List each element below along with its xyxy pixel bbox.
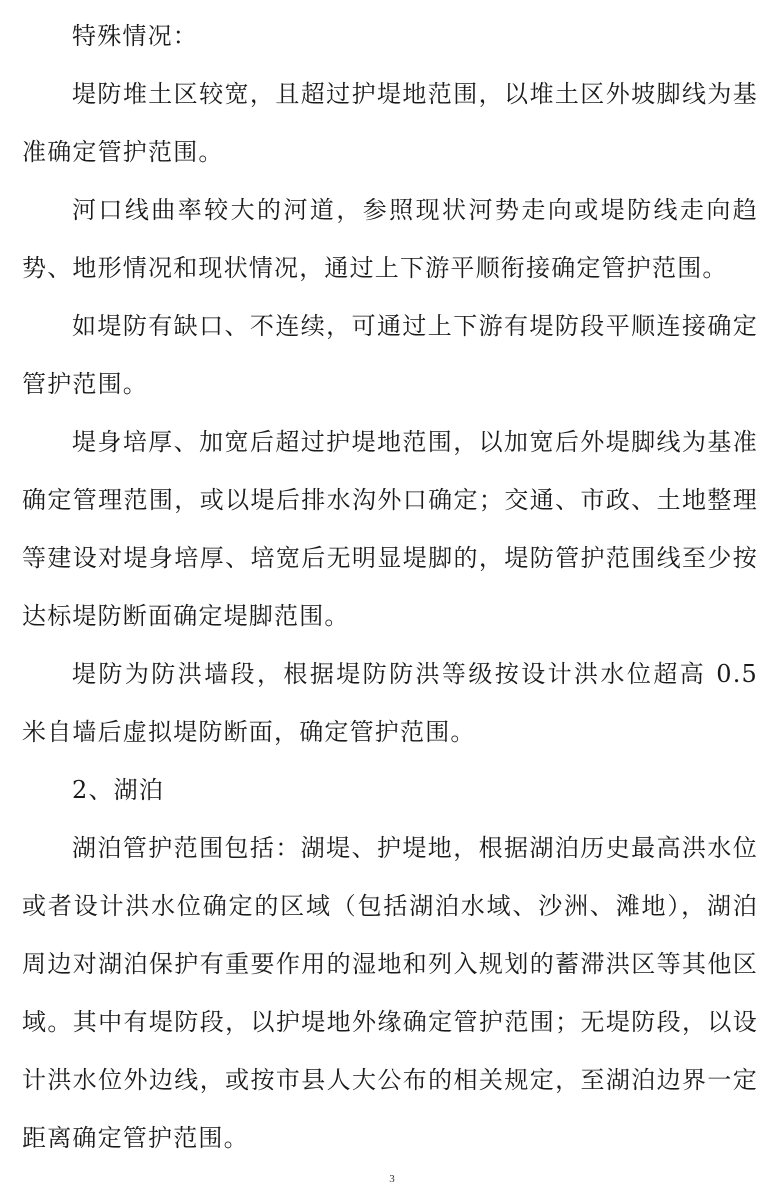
document-body: [0, 7, 784, 1167]
heading-special-cases: 特殊情况：: [72, 22, 198, 50]
paragraph-river-curvature: 河口线曲率较大的河道，参照现状河势走向或堤防线走向趋势、地形情况和现状情况，通过上下游平顺衔接确定管护范围。: [22, 196, 758, 282]
page-number: 3: [389, 1173, 395, 1185]
paragraph-dike-thickening: 堤身培厚、加宽后超过护堤地范围，以加宽后外堤脚线为基准确定管理范围，或以堤后排水沟外口确定；交通、市政、土地整理等建设对堤身培厚、培宽后无明显堤脚的，堤防管护范围线至少按达标堤防断面确定堤脚范围。: [22, 428, 758, 630]
paragraph-dike-gap: 如堤防有缺口、不连续，可通过上下游有堤防段平顺连接确定管护范围。: [22, 312, 758, 398]
paragraph-flood-wall: 堤防为防洪墙段，根据堤防防洪等级按设计洪水位超高 0.5 米自墙后虚拟堤防断面，确定管护范围。: [22, 660, 758, 746]
section-heading-lakes: 2、湖泊: [72, 776, 165, 804]
paragraph-lake-scope: 湖泊管护范围包括：湖堤、护堤地，根据湖泊历史最高洪水位或者设计洪水位确定的区域（包括湖泊水域、沙洲、滩地），湖泊周边对湖泊保护有重要作用的湿地和列入规划的蓄滞洪区等其他区域。其中有堤防段，以护堤地外缘确定管护范围；无堤防段，以设计洪水位外边线，或按市县人大公布的相关规定，至湖泊边界一定距离确定管护范围。: [22, 834, 758, 1152]
paragraph-fill-area: 堤防堆土区较宽，且超过护堤地范围，以堆土区外坡脚线为基准确定管护范围。: [22, 80, 758, 166]
